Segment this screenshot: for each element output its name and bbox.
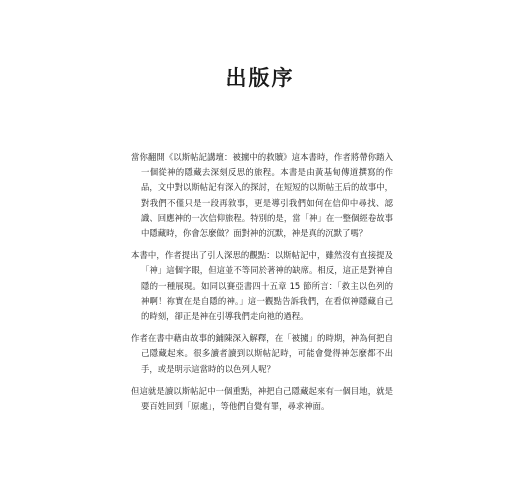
paragraph: 當你翻開《以斯帖記講壇：被擄中的救贖》這本書時，作者將帶你踏入一個從神的隱藏去深刻反思的旅程。本書是由黃基甸傳道撰寫的作品，文中對以斯帖記有深入的探討，在短短的以斯帖王后的故事中，對我們不僅只是一段再敘事，更是導引我們如何在信仰中尋找、認識、回應神的一次信仰旅程。特別的是，當「神」在一整個經卷故事中隱藏時，你會怎麼做？面對神的沉默，神是真的沉默了嗎？ (131, 152, 393, 239)
page-title: 出版序 (225, 66, 295, 90)
paragraph: 但這就是讀以斯帖記中一個重點，神把自己隱藏起來有一個目地，就是要百姓回到「原處」，等他們自覺有罪，尋求神面。 (131, 385, 393, 412)
paragraph: 本書中，作者提出了引人深思的觀點：以斯帖記中，雖然沒有直接提及「神」這個字眼，但這並不等同於著神的缺席。相反，這正是對神自隱的一種展現。如同以賽亞書四十五章 15 節所言：「救主以色列的神啊！祢實在是自隱的神。」這一觀點告訴我們，在看似神隱藏自己的時刻，卻正是神在引導我們走向祂的過程。 (131, 250, 393, 322)
preface-body (131, 150, 393, 421)
paragraph: 作者在書中藉由故事的鋪陳深入解釋，在「被擄」的時期，神為何把自己隱藏起來。很多讀者讀到以斯帖記時，可能會覺得神怎麼都不出手，或是明示這當時的以色列人呢？ (131, 333, 393, 374)
